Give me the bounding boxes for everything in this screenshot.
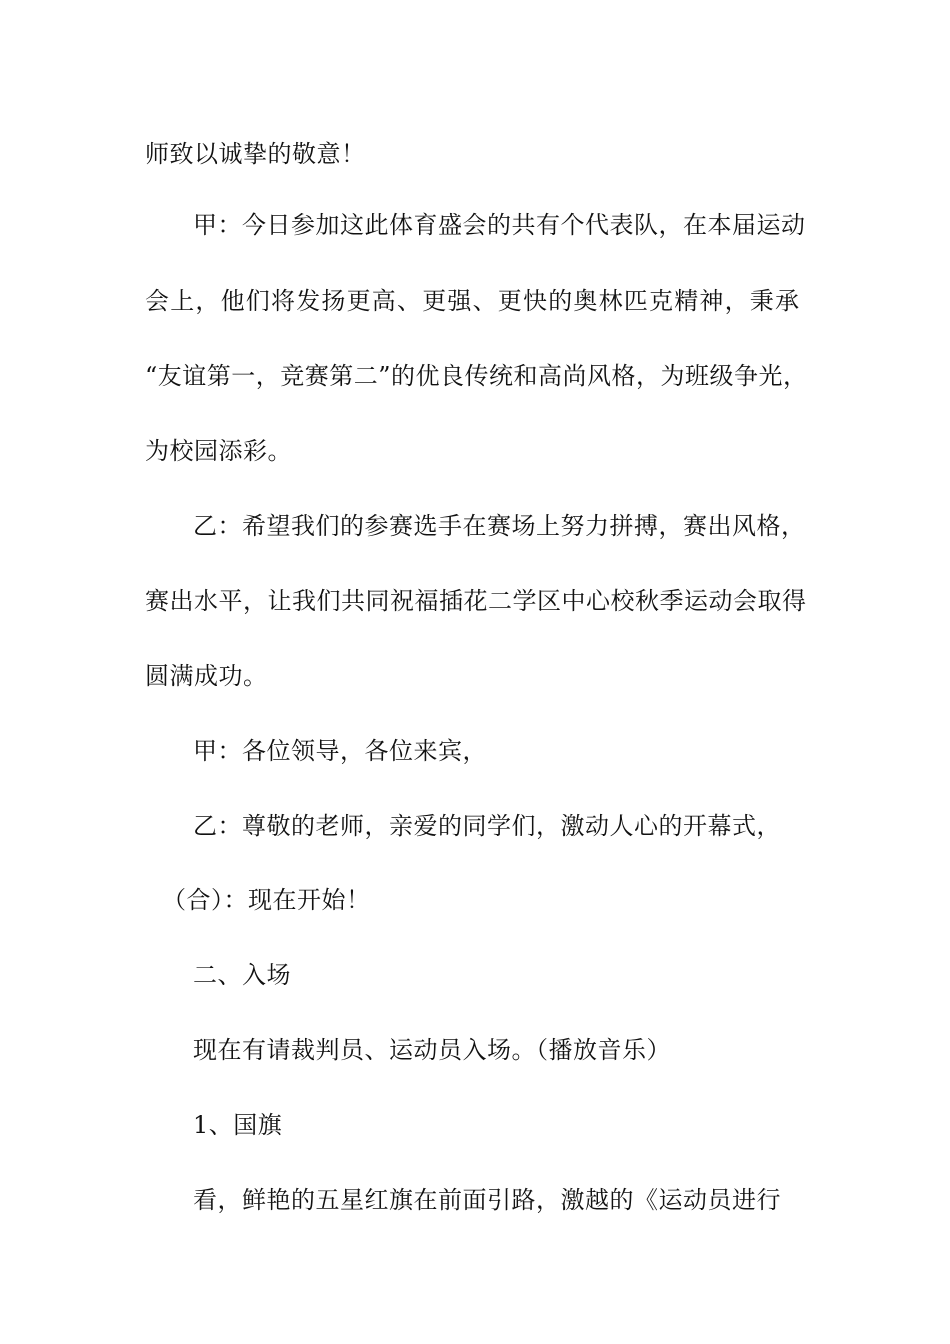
text-line-11: （合）：现在开始！	[162, 886, 371, 914]
text-line-1: 师致以诚挚的敬意！	[145, 140, 366, 168]
section-heading-entrance: 二、入场	[193, 961, 291, 989]
text-line-7: 赛出水平，让我们共同祝福插花二学区中心校秋季运动会取得	[145, 587, 807, 615]
text-line-13: 现在有请裁判员、运动员入场。（播放音乐）	[193, 1036, 671, 1064]
text-line-9: 甲：各位领导，各位来宾，	[193, 737, 487, 765]
text-line-8: 圆满成功。	[145, 662, 268, 690]
text-line-3: 会上，他们将发扬更高、更强、更快的奥林匹克精神，秉承	[145, 287, 801, 315]
text-line-6: 乙：希望我们的参赛选手在赛场上努力拼搏，赛出风格，	[193, 512, 806, 540]
text-line-15: 看，鲜艳的五星红旗在前面引路，激越的《运动员进行	[193, 1186, 781, 1214]
text-line-4: “友谊第一，竞赛第二”的优良传统和高尚风格，为班级争光，	[145, 362, 808, 390]
text-line-5: 为校园添彩。	[145, 437, 292, 465]
text-line-2: 甲：今日参加这此体育盛会的共有个代表队，在本届运动	[193, 211, 806, 239]
text-line-10: 乙：尊敬的老师，亲爱的同学们，激动人心的开幕式，	[193, 812, 781, 840]
subsection-heading-flag: 1、国旗	[193, 1111, 283, 1139]
